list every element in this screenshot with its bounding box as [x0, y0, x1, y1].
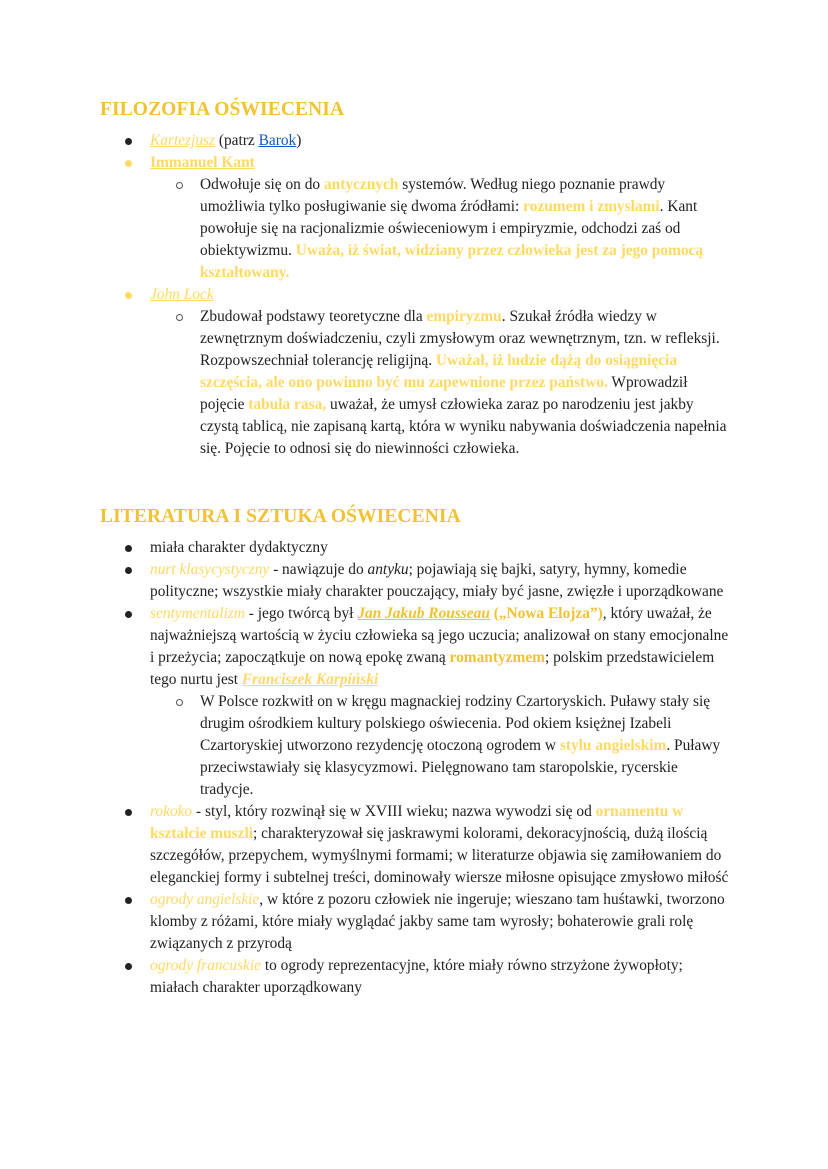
list-item — [100, 603, 730, 691]
text-link[interactable]: Barok — [258, 132, 297, 149]
hollow-bullet-icon — [176, 699, 183, 706]
hollow-bullet-icon — [176, 182, 183, 189]
highlighted-text: sentymentalizm — [150, 605, 245, 622]
list-item — [100, 537, 730, 559]
highlighted-text: rokoko — [150, 803, 193, 820]
highlighted-text: empiryzmu — [426, 308, 502, 325]
section-heading-literatura: LITERATURA I SZTUKA OŚWIECENIA — [100, 506, 461, 527]
bullet-icon — [125, 567, 132, 574]
text-span: miała charakter dydaktyczny — [150, 539, 328, 556]
text-span: ; pojawiają się bajki, satyry, hymny, komedie polityczne; wszystkie miały charakter pouczający, miały być jasne, zwięzłe i uporządkowane — [150, 561, 724, 600]
highlighted-text: Uważał, iż ludzie dążą do osiągnięcia szczęścia, ale ono powinno być mu zapewnione przez państwo. — [200, 352, 678, 391]
text-span: . Puławy przeciwstawiały się klasycyzmowi. Pielęgnowano tam staropolskie, rycerskie tradycje. — [200, 737, 721, 798]
text-span: systemów. Według niego poznanie prawdy umożliwia tylko posługiwanie się dwoma źródłami: — [200, 176, 666, 215]
highlighted-text: Uważa, iż świat, widziany przez człowieka jest za jego pomocą kształtowany. — [200, 242, 704, 281]
list-item — [100, 889, 730, 955]
text-span: . Kant powołuje się na racjonalizmie oświeceniowym i empiryzmie, odchodzi zaś od obiektywizmu. — [200, 198, 698, 259]
bullet-icon — [125, 545, 132, 552]
bullet-icon — [125, 611, 132, 618]
bullet-icon — [125, 292, 132, 299]
text-link[interactable]: Kartezjusz — [150, 132, 215, 149]
hollow-bullet-icon — [176, 314, 183, 321]
highlighted-text: ogrody angielskie — [150, 891, 260, 908]
section-list-literatura — [100, 537, 730, 999]
text-span: Odwołuje się on do — [200, 176, 324, 193]
highlighted-text: („Nowa Elojza”) — [489, 605, 603, 622]
bullet-icon — [125, 809, 132, 816]
text-link[interactable]: Franciszek Karpiński — [241, 671, 379, 688]
text-span: Zbudował podstawy teoretyczne dla — [200, 308, 427, 325]
text-span: - jego twórcą był — [244, 605, 358, 622]
bullet-icon — [125, 138, 132, 145]
sub-list-item — [100, 174, 730, 284]
text-span: ) — [296, 132, 302, 149]
highlighted-text: stylu angielskim — [559, 737, 667, 754]
list-item — [100, 559, 730, 603]
highlighted-text: ogrody francuskie — [150, 957, 261, 974]
bullet-icon — [125, 160, 132, 167]
list-item — [100, 130, 730, 152]
text-span: W Polsce rozkwitł on w kręgu magnackiej rodziny Czartoryskich. Puławy stały się drugim ośrodkiem kultury polskiego oświecenia. Pod okiem księżnej Izabeli Czartoryskiej utworzono rezydencję otoczoną ogrodem w — [200, 693, 711, 754]
text-span: ; charakteryzował się jaskrawymi kolorami, dekoracyjnością, dużą ilością szczegółów, przepychem, wymyślnymi formami; w literaturze objawia się zamiłowaniem do eleganckiej formy i subtelnej treści, dominowały wiersze miłosne opisujące zmysłowo miłość — [150, 825, 729, 886]
text-span: uważał, że umysł człowieka zaraz po narodzeniu jest jakby czystą tablicą, nie zapisaną kartą, która w wyniku nabywania doświadczenia napełnia się. Pojęcie to odnosi się do niewinności człowieka. — [200, 396, 727, 457]
text-link[interactable]: John Lock — [150, 286, 214, 303]
text-span: - styl, który rozwinął się w XVIII wieku; nazwa wywodzi się od — [192, 803, 596, 820]
list-item — [100, 284, 730, 306]
section-list-filozofia — [100, 130, 730, 460]
text-link[interactable]: Jan Jakub Rousseau — [357, 605, 490, 622]
sub-list-item — [100, 691, 730, 801]
highlighted-text: ornamentu w kształcie muszli — [150, 803, 684, 842]
text-span: Wprowadził pojęcie — [200, 374, 688, 413]
text-span: , który uważał, że najważniejszą wartością w życiu człowieka są jego uczucia; analizował on stany emocjonalne i przeżycia; zapoczątkuje on nową epokę zwaną — [150, 605, 729, 666]
text-span: ; polskim przedstawicielem tego nurtu jest — [150, 649, 715, 688]
list-item — [100, 955, 730, 999]
sub-list-item — [100, 306, 730, 460]
section-heading-filozofia: FILOZOFIA OŚWIECENIA — [100, 99, 345, 120]
bullet-icon — [125, 897, 132, 904]
list-item — [100, 801, 730, 889]
highlighted-text: nurt klasycystyczny — [150, 561, 270, 578]
highlighted-text: romantyzmem — [449, 649, 545, 666]
highlighted-text: antycznych — [323, 176, 399, 193]
highlighted-text: rozumem i zmysłami — [523, 198, 660, 215]
text-span: . Szukał źródła wiedzy w zewnętrznym doświadczeniu, czyli zmysłowym oraz wewnętrznym, tzn. w refleksji. Rozpowszechniał tolerancję religijną. — [200, 308, 720, 369]
list-item — [100, 152, 730, 174]
text-span: (patrz — [215, 132, 259, 149]
bullet-icon — [125, 963, 132, 970]
highlighted-text: tabula rasa, — [248, 396, 327, 413]
text-span: - nawiązuje do — [269, 561, 368, 578]
text-link[interactable]: Immanuel Kant — [150, 154, 255, 171]
highlighted-text: antyku — [367, 561, 409, 578]
text-span: to ogrody reprezentacyjne, które miały równo strzyżone żywopłoty; miałach charakter uporządkowany — [150, 957, 683, 996]
text-span: , w które z pozoru człowiek nie ingeruje; wieszano tam huśtawki, tworzono klomby z różami, które miały wyglądać jakby same tam wyrosły; bohaterowie grali rolę związanych z przyrodą — [150, 891, 725, 952]
